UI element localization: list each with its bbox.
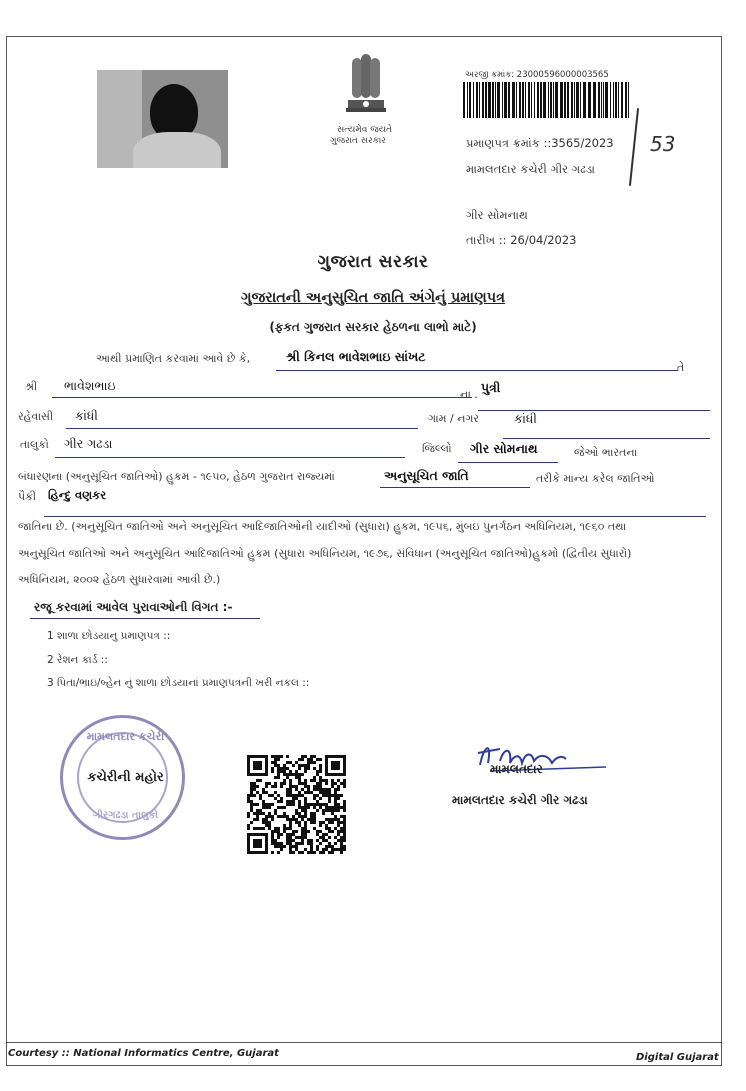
relation-underline [478,410,710,411]
qr-code-icon [247,755,346,854]
government-title: ગુજરાત સરકાર [317,252,429,272]
relation-value: પુત્રી [481,380,501,395]
village-value: કાંધી [514,411,537,426]
district-label: જિલ્લો [422,442,452,455]
taluka-underline [55,457,405,458]
documents-underline [30,618,260,619]
document-item-1: 1 શાળા છોડયાનુ પ્રમાણપત્ર :: [47,630,171,642]
handwritten-mark: 53 [650,132,676,156]
certificate-title: ગુજરાતની અનુસુચિત જાતિ અંગેનું પ્રમાણપત્ર [240,290,506,306]
resident-underline [66,428,418,429]
district-underline [458,462,558,463]
footer-brand: Digital Gujarat [636,1052,719,1063]
signatory-office: મામલતદાર કચેરી ગીર ગઢડા [452,793,588,807]
footer-divider [6,1042,722,1043]
na-label: ના . [460,388,478,401]
barcode-icon [463,82,629,118]
ashoka-emblem-icon [328,50,403,128]
seal-center-text: કચેરીની મહોર [87,770,164,785]
certify-label: આથી પ્રમાણિત કરવામાં આવે છે કે, [96,352,251,365]
issuing-office: મામલતદાર કચેરી ગીર ગઢડા [466,162,595,176]
taluka-label: તાલુકો [20,438,49,451]
caste-value: હિન્દુ વણકર [48,488,107,502]
bharat-label: જેઓ ભારતના [574,446,638,459]
te-label: તે [677,361,685,374]
certificate-note: (ફકત ગુજરાત સરકાર હેઠળના લાભો માટે) [269,320,477,334]
legal-text-line-2: અનુસૂચિત જાતિઓ અને અનુસૂચિત આદિજાતિઓ હુકમ (સુધારા અધિનિયમ, ૧૯૭૬, સંવિધાન (અનુસૂચિત જાતિઓ)હુકમો (દ્વિતીય સુધારો) [18,547,632,560]
signatory-designation: મામલતદાર [490,762,543,776]
father-underline [52,397,472,398]
legal-text-line-1: જાતિના છે. (અનુસૂચિત જાતિઓ અને અનુસૂચિત આદિજાતિઓની યાદીઓ (સુધારા) હુકમ, ૧૯૫૬, મુંબઇ પુનર્ગઠન અધિનિયમ, ૧૯૬૦ તથા [18,520,627,533]
village-label: ગામ / નગર [428,412,480,425]
name-underline [276,370,678,371]
office-seal [60,715,185,840]
issuing-district: ગીર સોમનાથ [466,208,528,222]
footer-courtesy: Courtesy :: National Informatics Centre, Gujarat [8,1048,279,1059]
category-value: અનુસૂચિત જાતિ [384,468,469,483]
taluka-value: ગીર ગઢડા [64,436,113,451]
emblem-caption-2: ગુજરાત સરકાર [330,136,386,146]
village-underline [503,438,710,439]
seal-top-text: મામલતદાર કચેરી [86,730,165,743]
certificate-number: પ્રમાણપત્ર ક્રમાંક ::3565/2023 [466,136,614,150]
category-underline [380,487,530,488]
issue-date: તારીખ :: 26/04/2023 [466,233,577,247]
resident-label: રહેવાસી [18,410,54,423]
document-item-3: 3 પિતા/ભાઇ/બ્હેન નું શાળા છોડયાનાં પ્રમાણપત્રની ખરી નકલ :: [47,677,310,689]
district-value: ગીર સોમનાથ [470,441,538,456]
emblem-caption-1: સત્યમેવ જયતે [337,125,393,135]
legal-text-line-3: અધિનિયમ, ૨૦૦૨ હેઠળ સુધારવામાં આવી છે.) [18,573,221,586]
documents-title: રજૂ કરવામાં આવેલ પુરાવાઓની વિગત :- [34,600,233,614]
order-label: બંધારણના (અનુસૂચિત જાતિઓ) હુકમ - ૧૯૫૦, હેઠળ ગુજરાત રાજ્યમાં [18,470,335,483]
seal-bottom-text: ગીરગઢડા તાલુકો [92,810,159,821]
recognized-label: તરીકે માન્ય કરેલ જાતિઓ [536,472,655,485]
shri-label: શ્રી [25,380,38,393]
resident-value: કાંધી [75,408,98,423]
applicant-name: શ્રી કિનલ ભાવેશભાઇ સાંખટ [286,349,426,364]
father-name: ભાવેશભાઇ [64,378,116,393]
among-label: પૈકી [18,490,37,503]
application-number: અરજી ક્રમાંક: 23000596000003565 [465,70,609,80]
applicant-photo [97,70,228,168]
document-item-2: 2 રેશન કાર્ડ :: [47,654,108,666]
